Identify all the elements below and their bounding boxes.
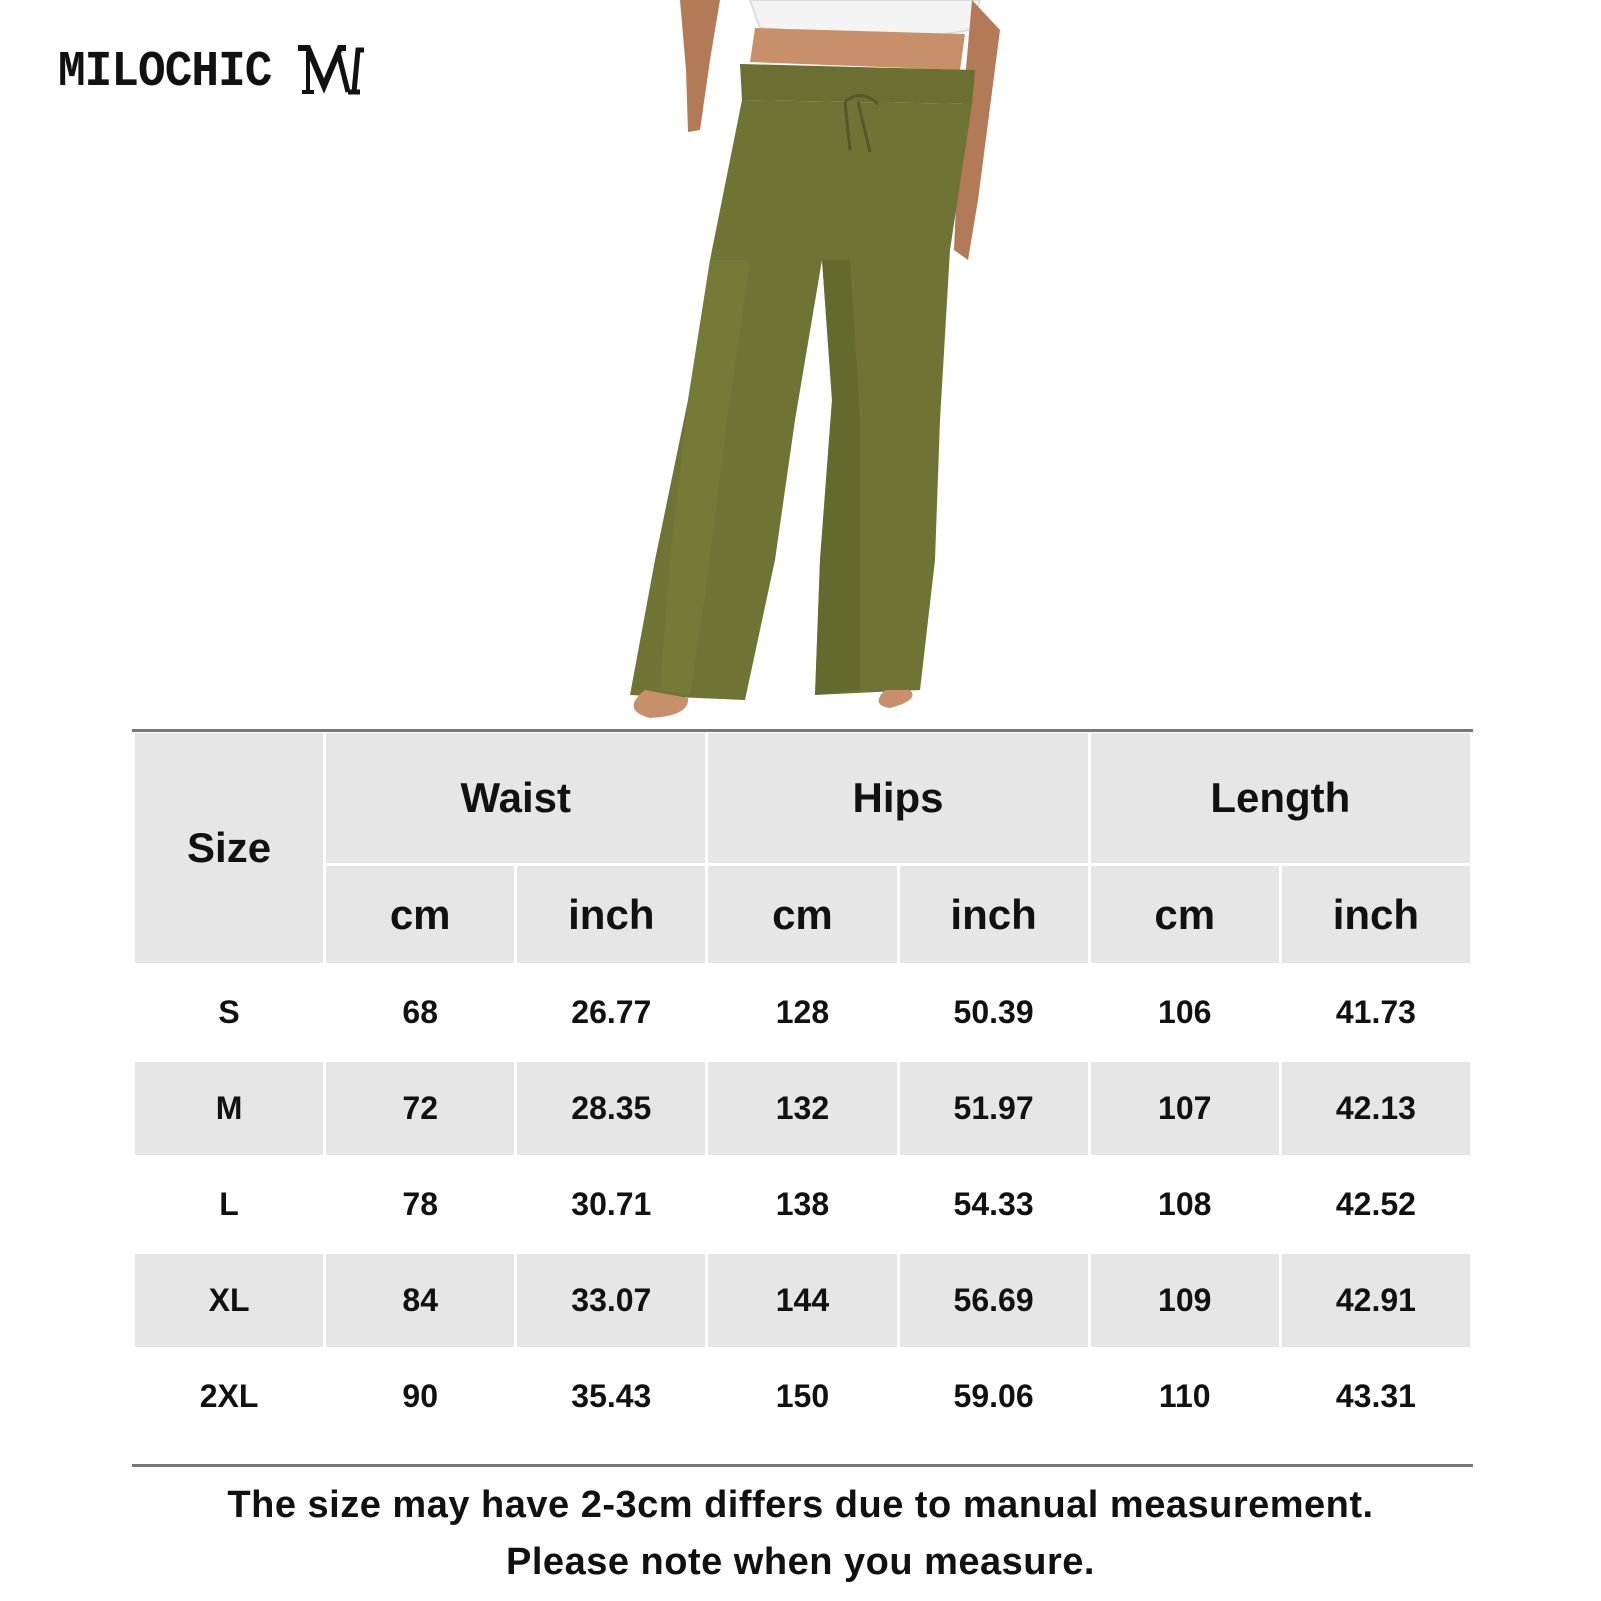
hips-inch-cell: 50.39 (953, 994, 1034, 1030)
waist-inch-cell: 26.77 (571, 994, 652, 1030)
length-inch-cell: 41.73 (1335, 994, 1416, 1030)
size-cell: XL (135, 1254, 323, 1347)
hips-cm-cell: 150 (775, 1378, 830, 1414)
length-inch-cell: 42.91 (1282, 1254, 1470, 1347)
length-inch-header: inch (1282, 866, 1470, 963)
measurement-note: The size may have 2-3cm differs due to manual measurement. (227, 1484, 1374, 1526)
table-row (135, 1350, 1470, 1443)
waist-cm-cell: 68 (402, 994, 438, 1030)
length-cm-cell: 109 (1091, 1254, 1279, 1347)
hips-cm-cell: 138 (775, 1186, 830, 1222)
size-cell: S (218, 994, 240, 1030)
length-cm-cell: 106 (1158, 994, 1212, 1030)
table-bottom-rule (132, 1464, 1473, 1467)
length-cm-header: cm (1091, 866, 1279, 963)
hips-inch-header: inch (900, 866, 1088, 963)
hips-inch-cell: 51.97 (900, 1062, 1088, 1155)
size-column-header: Size (135, 733, 323, 963)
hips-inch-cell: 56.69 (900, 1254, 1088, 1347)
hips-cm-cell: 132 (708, 1062, 896, 1155)
hips-cm-cell: 144 (708, 1254, 896, 1347)
waist-group-header: Waist (326, 733, 705, 863)
table-row (135, 1062, 1470, 1155)
length-inch-cell: 43.31 (1335, 1378, 1416, 1414)
hips-cm-cell: 128 (775, 994, 830, 1030)
size-cell: 2XL (199, 1378, 259, 1414)
brand-name: MILOCHIC (58, 44, 272, 101)
hips-group-header: Hips (708, 733, 1087, 863)
table-row (135, 1254, 1470, 1347)
table-row (135, 1158, 1470, 1251)
waist-cm-cell: 72 (326, 1062, 514, 1155)
measurement-reminder: Please note when you measure. (506, 1541, 1095, 1583)
waist-inch-header: inch (517, 866, 705, 963)
size-cell: L (219, 1186, 239, 1222)
length-inch-cell: 42.52 (1335, 1186, 1416, 1222)
waist-inch-cell: 28.35 (517, 1062, 705, 1155)
length-cm-cell: 107 (1091, 1062, 1279, 1155)
waist-cm-header: cm (326, 866, 514, 963)
waist-cm-cell: 90 (402, 1378, 438, 1414)
waist-inch-cell: 30.71 (571, 1186, 652, 1222)
length-cm-cell: 110 (1158, 1378, 1211, 1414)
waist-inch-cell: 35.43 (571, 1378, 652, 1414)
waist-inch-cell: 33.07 (517, 1254, 705, 1347)
hips-cm-header: cm (708, 866, 896, 963)
hips-inch-cell: 54.33 (953, 1186, 1034, 1222)
mv-monogram-icon (294, 42, 366, 98)
waist-cm-cell: 84 (326, 1254, 514, 1347)
hips-inch-cell: 59.06 (953, 1378, 1034, 1414)
table-row (135, 966, 1470, 1059)
size-cell: M (135, 1062, 323, 1155)
length-group-header: Length (1091, 733, 1470, 863)
size-chart-table (132, 730, 1473, 1446)
length-cm-cell: 108 (1158, 1186, 1212, 1222)
waist-cm-cell: 78 (402, 1186, 438, 1222)
length-inch-cell: 42.13 (1282, 1062, 1470, 1155)
brand-logo (58, 42, 366, 101)
product-photo (560, 0, 1020, 722)
